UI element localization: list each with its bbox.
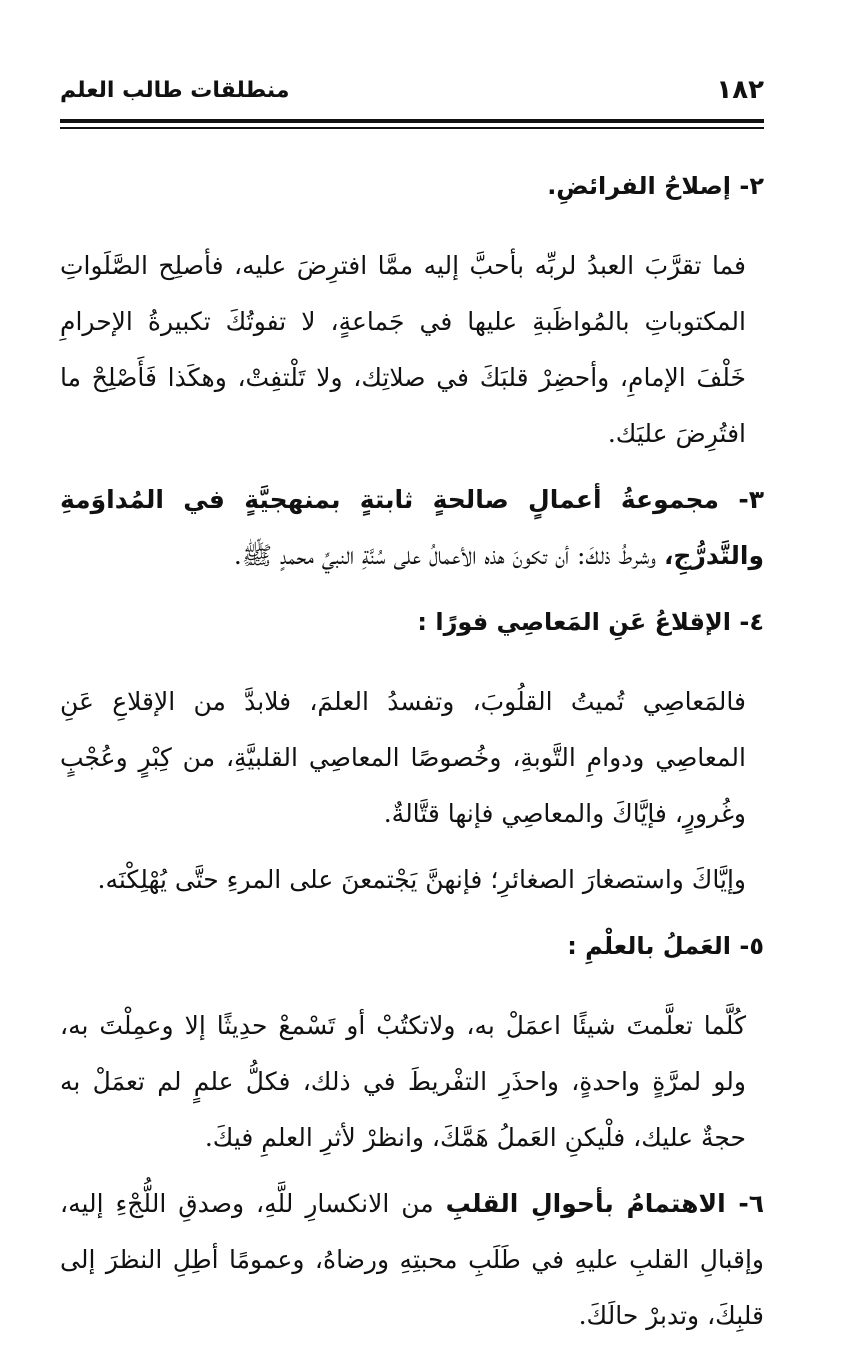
header-rule-thin [60, 127, 764, 129]
section-heading-5: ٥- العَملُ بالعلْمِ : [567, 932, 764, 960]
page-number: ١٨٢ [716, 75, 764, 105]
section-paragraph-4a: فالمَعاصِي تُميتُ القلُوبَ، وتفسدُ العلمَ، فلابدَّ من الإقلاعِ عَنِ المعاصِي ودوامِ التَّوبةِ، وخُصوصًا المعاصِي القلبيَّةِ، من كِبْرٍ وعُجْبٍ وغُرورٍ، فإيَّاكَ والمعاصِي فإنها قتَّالةٌ. [60, 687, 746, 828]
section-heading-4: ٤- الإقلاعُ عَنِ المَعاصِي فورًا : [417, 608, 764, 636]
page-body [60, 158, 764, 1344]
section-heading-2: ٢- إصلاحُ الفرائضِ. [547, 172, 764, 200]
book-page [60, 0, 764, 1351]
section-3-text: وشرطُ ذلكَ: أن تكونَ هذه الأعمالُ على سُنَّةِ النبيِّ محمدٍ ﷺ. [233, 541, 664, 570]
section-paragraph-5: كُلَّما تعلَّمتَ شيئًا اعمَلْ به، ولاتكتُبْ أو تَسْمعْ حدِيثًا إلا وعمِلْتَ به، ولو لمرَّةٍ واحدةٍ، واحذَرِ التفْريطَ في ذلك، فكلُّ علمٍ لم تعمَلْ به حجةٌ عليك، فلْيكنِ العَملُ هَمَّكَ، وانظرْ لأثرِ العلمِ فيكَ. [60, 1011, 746, 1152]
header-rule-thick [60, 119, 764, 123]
section-heading-6: ٦- الاهتمامُ بأحوالِ القلبِ [445, 1189, 764, 1218]
section-paragraph-4b: وإيَّاكَ واستصغارَ الصغائرِ؛ فإنهنَّ يَجْتمعنَ على المرءِ حتَّى يُهْلِكْنَه. [97, 865, 746, 894]
section-3 [60, 472, 764, 584]
section-6 [60, 1176, 764, 1344]
book-title: منطلقات طالب العلم [60, 77, 290, 103]
running-header [60, 70, 764, 110]
section-heading-3: ٣- مجموعةُ أعمالٍ صالحةٍ ثابتةٍ بمنهجيَّةٍ في المُداوَمةِ والتَّدرُّجِ، [60, 485, 764, 570]
section-6-text: من الانكسارِ للَّهِ، وصدقِ اللُّجْءِ إليه، وإقبالِ القلبِ عليهِ في طَلَبِ محبتِهِ ورضاهُ، وعمومًا أطِلِ النظرَ إلى قلبِكَ، وتدبرْ حالَكَ. [60, 1189, 764, 1330]
section-paragraph-2: فما تقرَّبَ العبدُ لربِّه بأحبَّ إليه ممَّا افترِضَ عليه، فأصلِح الصَّلَواتِ المكتوباتِ بالمُواظَبةِ عليها في جَماعةٍ، لا تفوتُكَ تكبيرةُ الإحرامِ خَلْفَ الإمامِ، وأحضِرْ قلبَكَ في صلاتِك، ولا تَلْتفِتْ، وهكَذا فَأَصْلِحْ ما افتُرِضَ عليَك. [60, 251, 746, 448]
